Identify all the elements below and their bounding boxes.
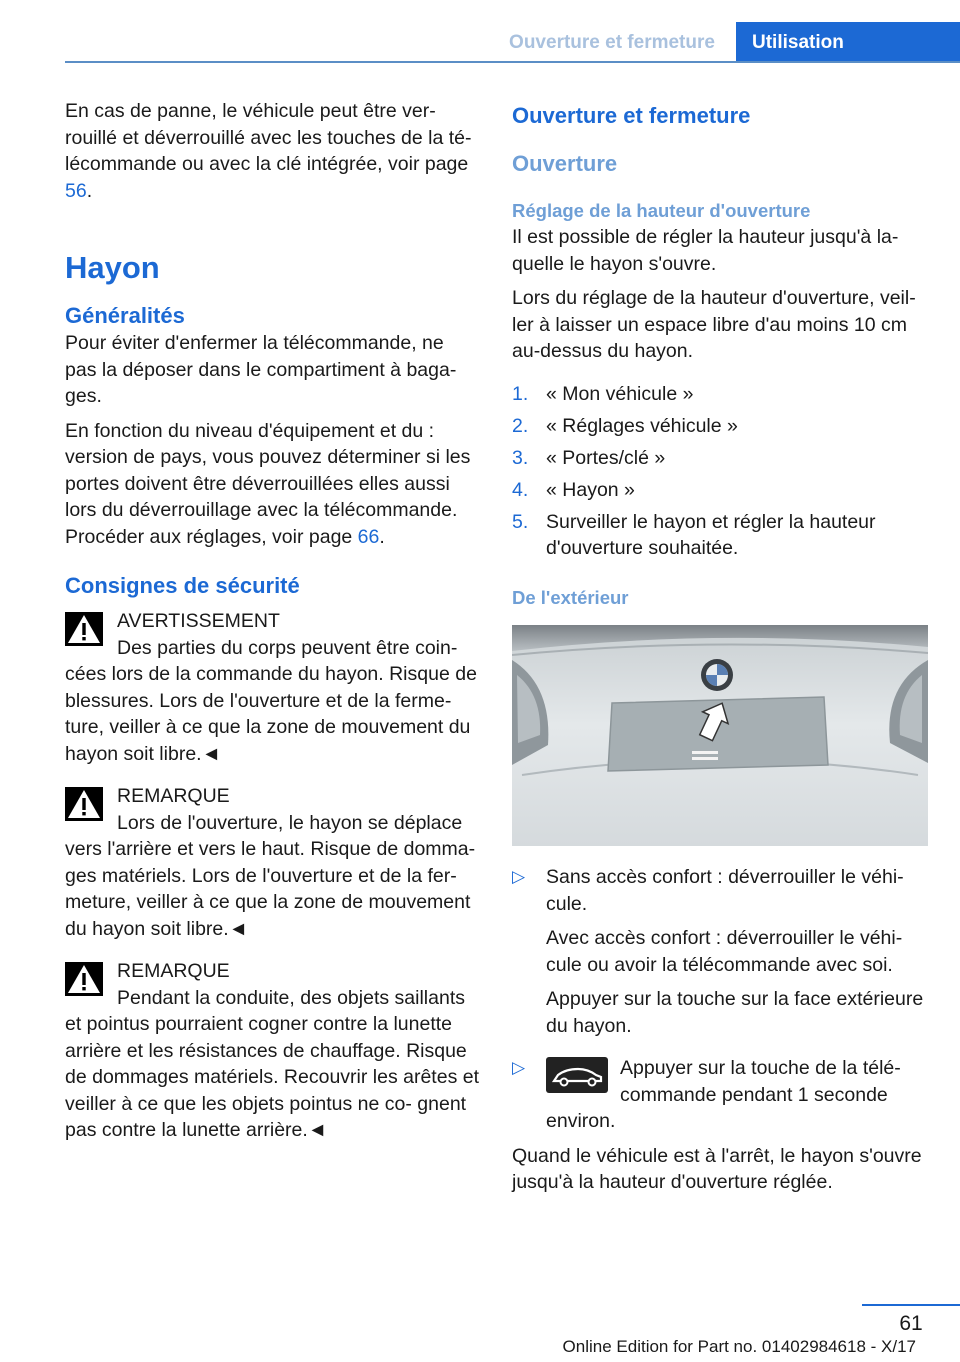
bullet-1-line-2: Avec accès confort : déverrouiller le véhi‐ cule ou avoir la télécommande avec soi. xyxy=(546,927,903,976)
list-item xyxy=(512,864,929,1039)
title-consignes-securite: Consignes de sécurité xyxy=(65,573,300,598)
warning-3-title: REMARQUE xyxy=(117,960,230,982)
steps-list xyxy=(512,381,929,562)
instructions-list xyxy=(512,864,929,1135)
generalites-paragraph-1: Pour éviter d'enfermer la télécommande, ne pas la déposer dans le compartiment à baga‐ ges. xyxy=(65,332,457,407)
title-ouverture-fermeture: Ouverture et fermeture xyxy=(512,103,751,128)
title-generalites: Généralités xyxy=(65,303,185,328)
list-item: 5. Surveiller le hayon et régler la hauteur d'ouverture souhaitée. xyxy=(512,510,876,559)
warning-triangle-icon xyxy=(65,612,103,646)
list-item xyxy=(512,1055,929,1135)
warning-1-text: Des parties du corps peuvent être coin‐ cées lors de la commande du hayon. Risque de blessures. Lors de l'ouverture et de la ferme‐ ture, veiller à ce que la zone de mouvement du hayon soit libre.◄ xyxy=(65,636,477,765)
reglage-paragraph-2: Lors du réglage de la hauteur d'ouverture, veil‐ ler à laisser un espace libre d'au moins 10 cm au-dessus du hayon. xyxy=(512,287,916,362)
title-ouverture: Ouverture xyxy=(512,151,618,176)
remote-tailgate-key-icon xyxy=(546,1057,608,1093)
header-rule xyxy=(65,61,960,63)
bullet-triangle-icon: ▷ xyxy=(512,867,526,886)
page-link-56[interactable]: 56 xyxy=(65,179,87,202)
intro-paragraph: En cas de panne, le véhicule peut être ver‐ rouillé et déverrouillé avec les touches de la té‐ lécommande ou avec la clé intégrée, voir page 56. xyxy=(65,100,472,202)
header-chapter-tab: Utilisation xyxy=(736,22,960,63)
warning-3-text: Pendant la conduite, des objets saillants et pointus pourraient cogner contre la lunette arrière et les résistances de chauffage. Risque de dommages matériels. Recouvrir les arêtes et veiller à ce que les objets pointus ne co‐ gnent pas contre la lunette arrière.◄ xyxy=(65,986,480,1141)
warning-triangle-icon xyxy=(65,962,103,996)
warning-triangle-icon xyxy=(65,787,103,821)
list-item: 1. « Mon véhicule » xyxy=(512,382,694,405)
tailgate-photo xyxy=(512,625,928,846)
title-hayon: Hayon xyxy=(65,250,160,285)
final-paragraph: Quand le véhicule est à l'arrêt, le hayon s'ouvre jusqu'à la hauteur d'ouverture réglée. xyxy=(512,1144,922,1193)
page-number: 61 xyxy=(899,1312,923,1335)
footer-edition: Online Edition for Part no. 01402984618 - X/17 xyxy=(562,1337,916,1356)
bullet-1-line-3: Appuyer sur la touche sur la face extérieure du hayon. xyxy=(546,988,924,1037)
generalites-paragraph-2: En fonction du niveau d'équipement et du : version de pays, vous pouvez déterminer si les portes doivent être déverrouillées elles aussi lors du déverrouillage avec la télécommande. Procéder aux réglages, voir page 66. xyxy=(65,419,471,548)
reglage-paragraph-1: Il est possible de régler la hauteur jusqu'à la‐ quelle le hayon s'ouvre. xyxy=(512,226,899,275)
page-link-66[interactable]: 66 xyxy=(357,525,380,548)
list-item: 4. « Hayon » xyxy=(512,478,635,501)
warning-2-title: REMARQUE xyxy=(117,785,230,807)
warning-2-text: Lors de l'ouverture, le hayon se déplace vers l'arrière et vers le haut. Risque de domma‐ ges matériels. Lors de l'ouverture et de la fer‐ meture, veiller à ce que la zone de mouvement du hayon soit libre.◄ xyxy=(65,811,476,940)
warning-1-title: AVERTISSEMENT xyxy=(117,610,280,632)
warning-block-3 xyxy=(65,958,480,1144)
title-de-l-exterieur: De l'extérieur xyxy=(512,587,629,608)
bullet-2-text: Appuyer sur la touche de la télé‐ commande pendant 1 seconde environ. xyxy=(546,1057,901,1132)
warning-block-1 xyxy=(65,608,480,767)
left-column xyxy=(65,98,480,1144)
footer-rule xyxy=(862,1304,960,1306)
bullet-1-line-1: Sans accès confort : déverrouiller le véhi‐ cule. xyxy=(546,866,904,915)
right-column xyxy=(512,98,929,1196)
list-item: 2. « Réglages véhicule » xyxy=(512,414,738,437)
bullet-triangle-icon: ▷ xyxy=(512,1058,526,1077)
title-reglage-hauteur: Réglage de la hauteur d'ouverture xyxy=(512,200,811,221)
warning-block-2 xyxy=(65,783,480,942)
list-item: 3. « Portes/clé » xyxy=(512,446,666,469)
header-section-title: Ouverture et fermeture xyxy=(509,32,715,53)
